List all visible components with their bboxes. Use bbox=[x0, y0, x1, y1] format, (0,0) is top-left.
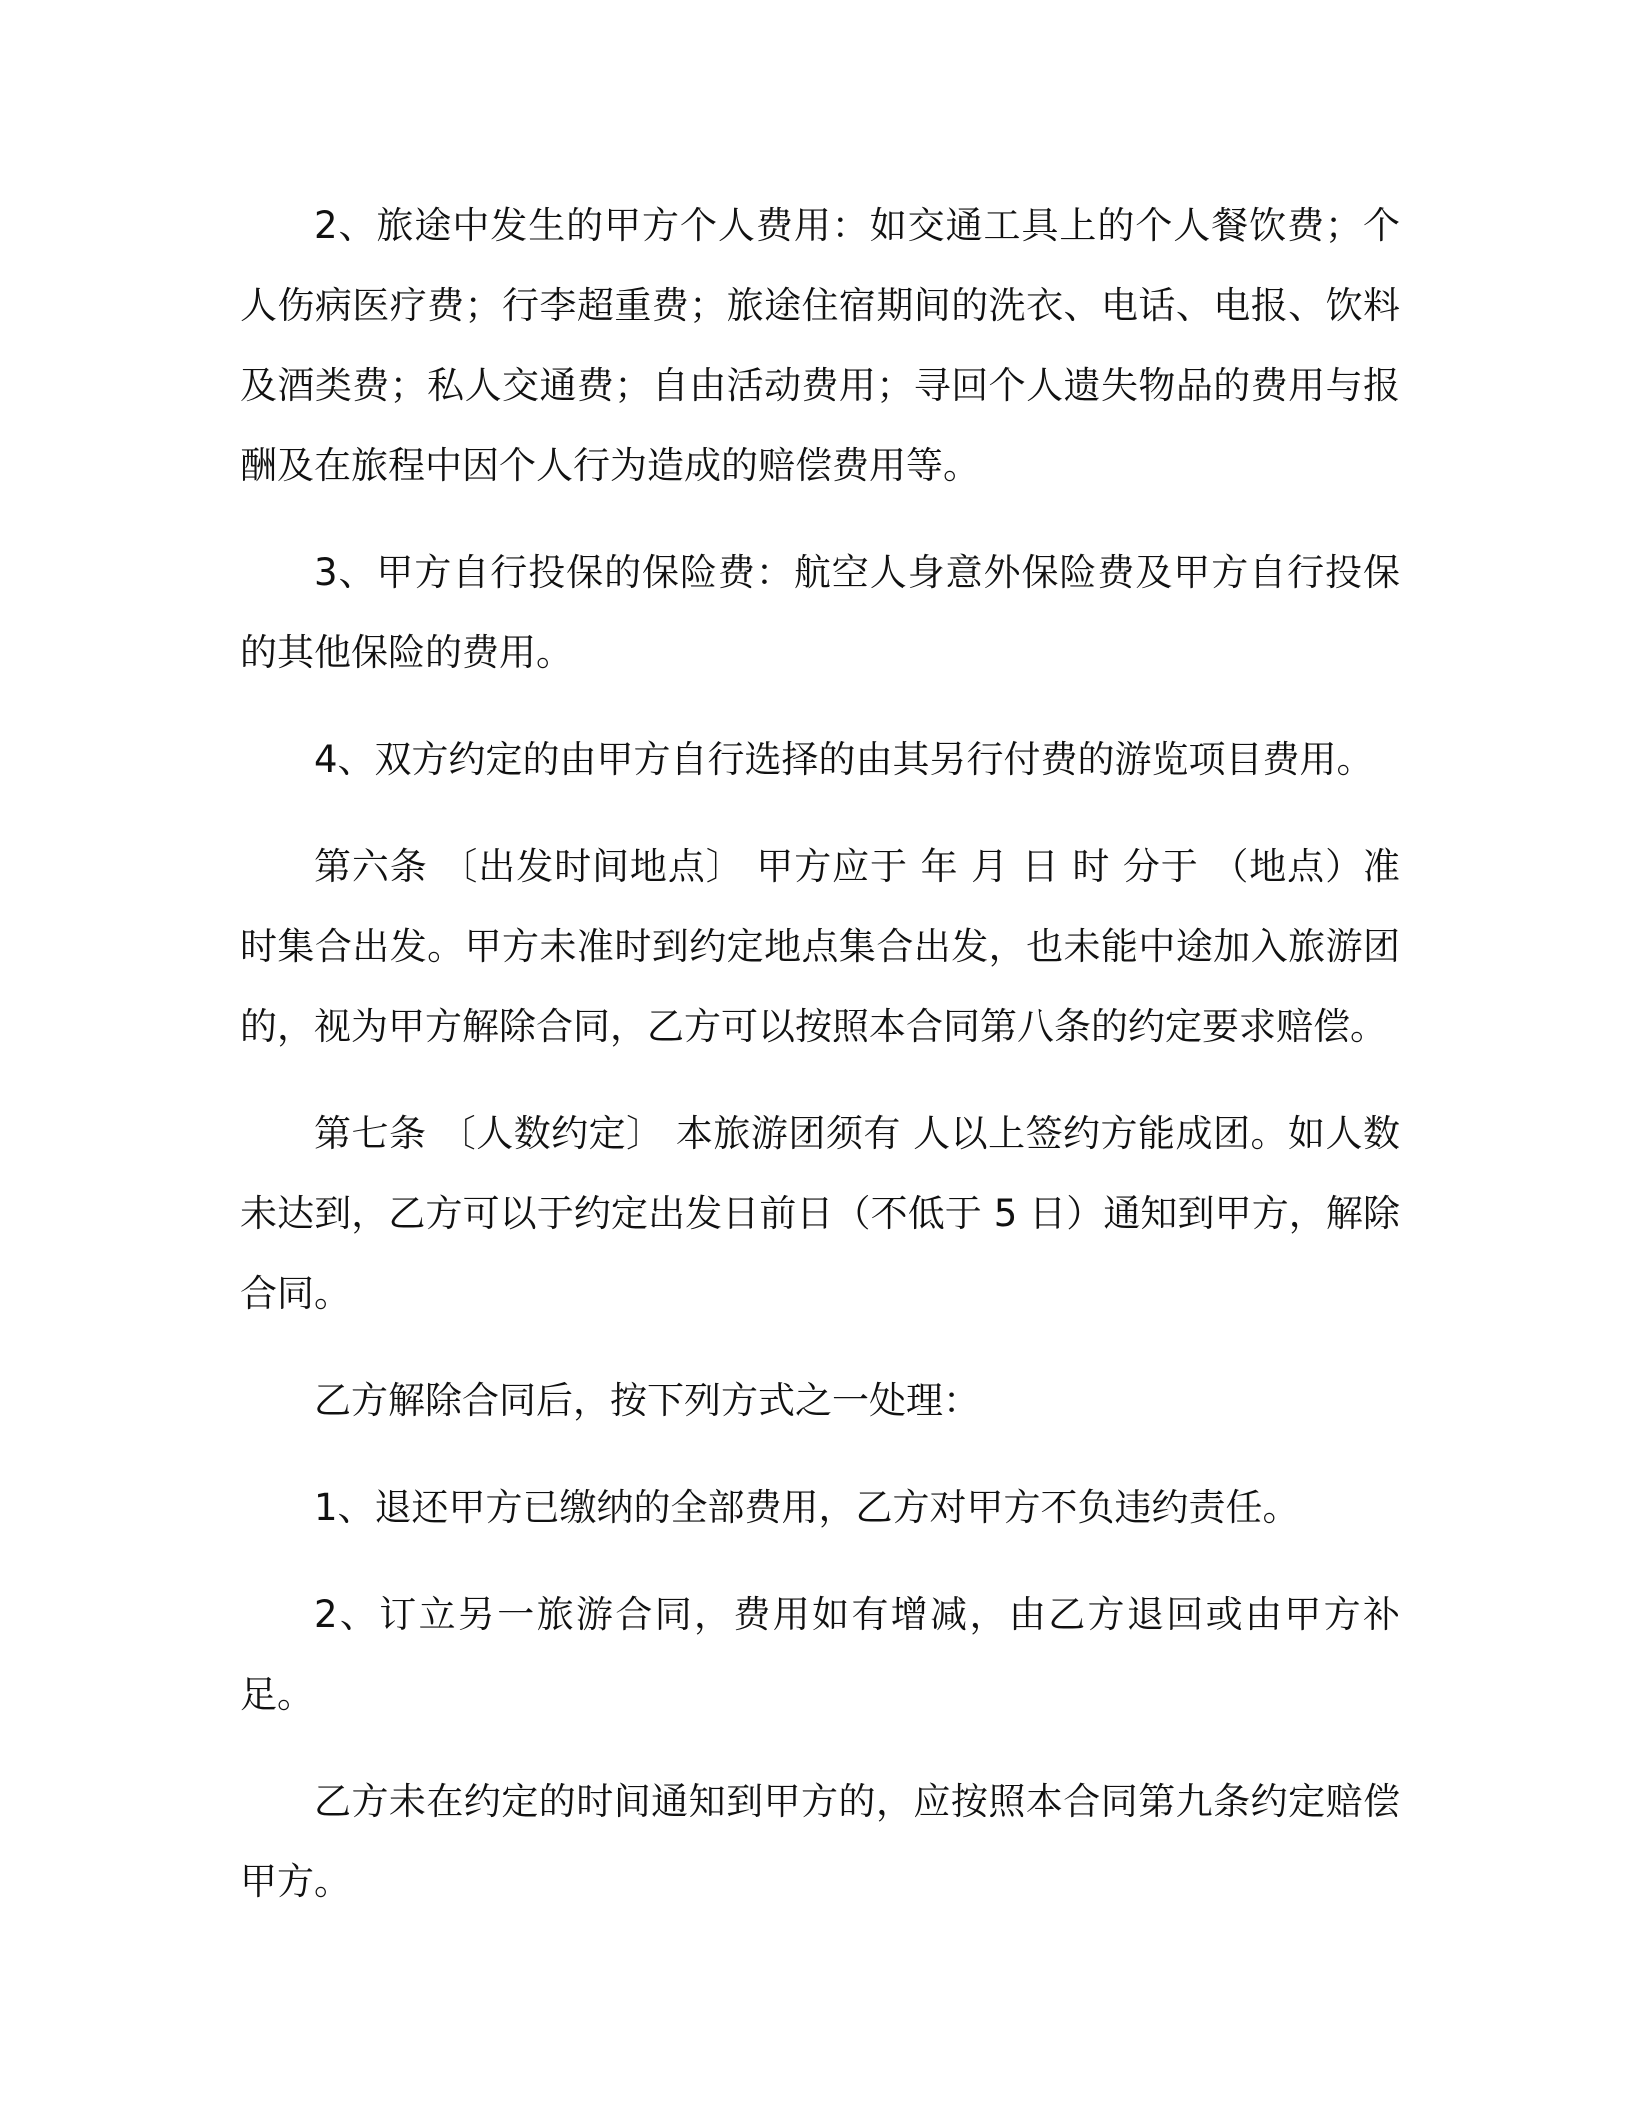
paragraph-late-notice-compensation: 乙方未在约定的时间通知到甲方的，应按照本合同第九条约定赔偿甲方。 bbox=[240, 1780, 1400, 1903]
paragraph-option-1-refund: 1、退还甲方已缴纳的全部费用，乙方对甲方不负违约责任。 bbox=[314, 1486, 1300, 1529]
document-body bbox=[240, 186, 1400, 1949]
paragraph-item-2-personal-expenses: 2、旅途中发生的甲方个人费用：如交通工具上的个人餐饮费；个人伤病医疗费；行李超重费；旅途住宿期间的洗衣、电话、电报、饮料及酒类费；私人交通费；自由活动费用；寻回个人遗失物品的费用与报酬及在旅程中因个人行为造成的赔偿费用等。 bbox=[240, 204, 1400, 487]
paragraph-item-3-insurance: 3、甲方自行投保的保险费：航空人身意外保险费及甲方自行投保的其他保险的费用。 bbox=[240, 551, 1400, 674]
paragraph-termination-handling: 乙方解除合同后，按下列方式之一处理： bbox=[314, 1379, 980, 1422]
paragraph-article-7-group-size: 第七条 〔人数约定〕 本旅游团须有 人以上签约方能成团。如人数未达到，乙方可以于约定出发日前日（不低于 5 日）通知到甲方，解除合同。 bbox=[240, 1112, 1400, 1315]
paragraph-option-2-new-contract: 2、订立另一旅游合同，费用如有增减，由乙方退回或由甲方补足。 bbox=[240, 1593, 1400, 1716]
paragraph-item-4-optional-tours: 4、双方约定的由甲方自行选择的由其另行付费的游览项目费用。 bbox=[314, 738, 1374, 781]
paragraph-article-6-departure: 第六条 〔出发时间地点〕 甲方应于 年 月 日 时 分于 （地点）准时集合出发。甲方未准时到约定地点集合出发，也未能中途加入旅游团的，视为甲方解除合同，乙方可以按照本合同第八条的约定要求赔偿。 bbox=[240, 845, 1400, 1048]
